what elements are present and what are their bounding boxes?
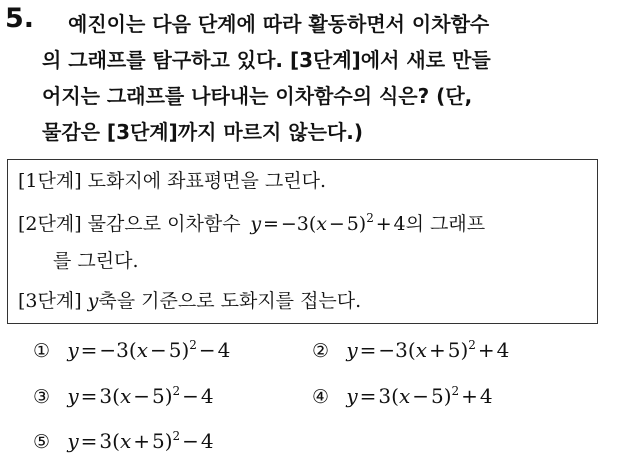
step-2 <box>18 211 485 237</box>
choice-2-expression: y = −3(x + 5)$^2$ + 4 <box>346 338 510 362</box>
step-3-label: [3단계] <box>18 290 82 312</box>
question-stem-line-2: 의 그래프를 탐구하고 있다. [3단계]에서 새로 만들 <box>42 48 491 72</box>
step-2-text-before: 물감으로 이차함수 <box>87 213 241 235</box>
question-stem-line-1: 예진이는 다음 단계에 따라 활동하면서 이차함수 <box>68 12 490 36</box>
step-3-text: 축을 기준으로 도화지를 접는다. <box>98 290 362 312</box>
choice-5-expression: y = 3(x + 5)$^2$ − 4 <box>67 429 214 453</box>
question-stem-line-4: 물감은 [3단계]까지 마르지 않는다.) <box>42 120 363 144</box>
choice-4-number: ④ <box>312 386 330 408</box>
step-1 <box>18 168 326 194</box>
choice-3[interactable] <box>33 382 214 411</box>
choice-5[interactable] <box>33 427 214 456</box>
step-1-label: [1단계] <box>18 170 82 192</box>
choice-1[interactable] <box>33 336 230 365</box>
step-3 <box>18 288 361 314</box>
steps-box <box>7 159 598 324</box>
choice-4-expression: y = 3(x − 5)$^2$ + 4 <box>346 384 493 408</box>
step-1-text: 도화지에 좌표평면을 그린다. <box>87 170 327 192</box>
choice-2-number: ② <box>312 340 330 362</box>
step-2-equation: y = −3(x − 5)$^2$ + 4 <box>250 211 406 235</box>
choice-1-expression: y = −3(x − 5)$^2$ − 4 <box>67 338 231 362</box>
step-2-label: [2단계] <box>18 213 82 235</box>
question-stem-line-3: 어지는 그래프를 나타내는 이차함수의 식은? (단, <box>42 84 473 108</box>
step-3-variable: y <box>87 290 99 312</box>
choice-1-number: ① <box>33 340 51 362</box>
choice-5-number: ⑤ <box>33 431 51 453</box>
choice-3-expression: y = 3(x − 5)$^2$ − 4 <box>67 384 214 408</box>
choice-4[interactable] <box>312 382 493 411</box>
step-2-continuation: 를 그린다. <box>53 250 139 272</box>
choice-3-number: ③ <box>33 386 51 408</box>
choice-2[interactable] <box>312 336 509 365</box>
step-2-text-after: 의 그래프 <box>405 213 486 235</box>
question-number: 5. <box>5 3 35 34</box>
question-stem <box>42 6 612 150</box>
